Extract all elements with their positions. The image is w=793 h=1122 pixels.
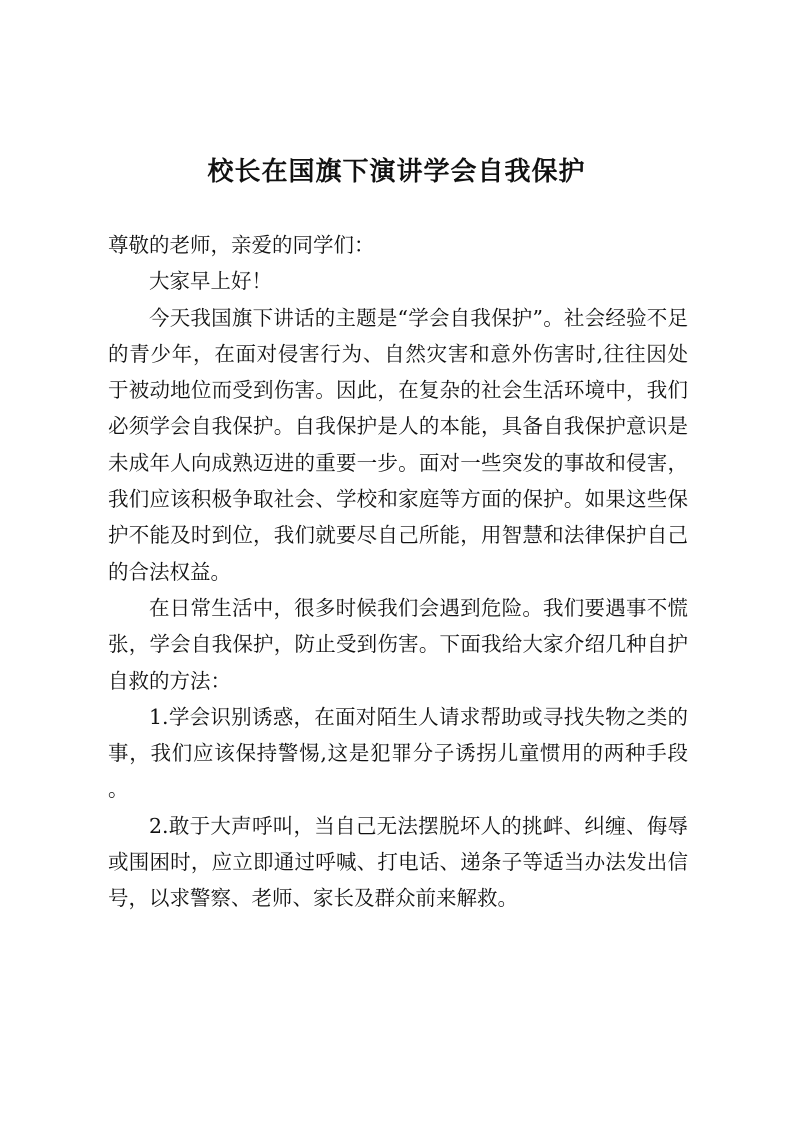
document-body [108, 227, 688, 917]
salutation: 尊敬的老师，亲爱的同学们： [108, 233, 375, 257]
paragraph-daily-life: 在日常生活中，很多时候我们会遇到危险。我们要遇事不慌张，学会自我保护，防止受到伤害。下面我给大家介绍几种自护自救的方法： [108, 595, 688, 693]
paragraph-topic: 今天我国旗下讲话的主题是“学会自我保护”。社会经验不足的青少年，在面对侵害行为、自然灾害和意外伤害时,往往因处于被动地位而受到伤害。因此，在复杂的社会生活环境中，我们必须学会自我保护。自我保护是人的本能，具备自我保护意识是未成年人向成熟迈进的重要一步。面对一些突发的事故和侵害，我们应该积极争取社会、学校和家庭等方面的保护。如果这些保护不能及时到位，我们就要尽自己所能，用智慧和法律保护自己的合法权益。 [108, 305, 688, 584]
paragraph-method-1: 1.学会识别诱惑，在面对陌生人请求帮助或寻找失物之类的事，我们应该保持警惕,这是犯罪分子诱拐儿童惯用的两种手段。 [108, 704, 688, 802]
paragraph-method-2: 2.敢于大声呼叫，当自己无法摆脱坏人的挑衅、纠缠、侮辱或围困时，应立即通过呼喊、打电话、递条子等适当办法发出信号，以求警察、老师、家长及群众前来解救。 [108, 813, 688, 911]
greeting: 大家早上好！ [149, 269, 272, 294]
document-title: 校长在国旗下演讲学会自我保护 [207, 157, 586, 187]
